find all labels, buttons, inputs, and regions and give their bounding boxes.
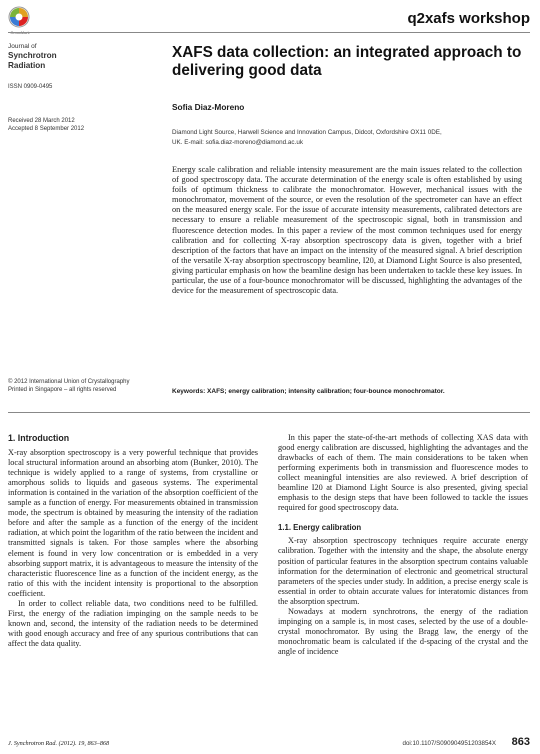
accepted-date: Accepted 8 September 2012 xyxy=(8,126,85,132)
journal-name-line-1: Synchrotron xyxy=(8,51,57,60)
header-rule xyxy=(8,32,530,33)
body-column-left xyxy=(8,433,258,649)
affiliation-line-1: Diamond Light Source, Harwell Science and Innovation Campus, Didcot, Oxfordshire OX11 0DE, xyxy=(172,129,442,136)
affiliation-line-2[interactable]: UK. E-mail: sofia.diaz-moreno@diamond.ac.uk xyxy=(172,138,303,146)
paragraph: X-ray absorption spectroscopy is a very powerful technique that provides local structural information around an absorbing atom (Bunker, 2010). The technique is widely applied to a range of systems, from crystalline or amorphous solids to liquids and gaseous systems. The experimental information is contained in the variation of the absorption coefficient of the sample as a function of energy. For measurements obtained in transmission mode, the spectrum is obtained by measuring the intensity of the radiation before and after the sample as a function of the energy of the incident radiation, at which point the logarithm of the ratio between the incident and transmitted signals is taken. For those samples where the absorbing element is found in very low concentration or is embedded in a very absorbing support matrix, it is advantageous to measure the intensity of the characteristic fluorescence line as a function of the incident energy, as the ratio of this with the incident intensity is proportional to the absorption coefficient. xyxy=(8,448,258,598)
paragraph: In order to collect reliable data, two conditions need to be fulfilled. First, the energy of the radiation impinging on the sample needs to be known and, second, the intensity of the radiation needs to be determined with good enough accuracy and free of any spurious contributions that can affect the data quality. xyxy=(8,598,258,648)
journal-label: Journal of xyxy=(8,43,37,50)
keywords xyxy=(172,387,532,396)
section-heading-introduction: 1. Introduction xyxy=(8,433,70,443)
abstract-rule xyxy=(8,412,530,413)
issn: ISSN 0909-0495 xyxy=(8,84,53,90)
crossmark-logo[interactable] xyxy=(8,6,30,30)
copyright-notice xyxy=(8,378,158,394)
footer-citation: J. Synchrotron Rad. (2012). 19, 863–868 xyxy=(8,740,110,747)
paragraph: X-ray absorption spectroscopy techniques require accurate energy calibration. Together with the intensity and the shape, the absolute energy position of particular features in the absorption spectrum contains valuable information for the determination of electronic and geometrical structural parameters of the species under study. In addition, a precise energy scale is essential in order to obtain accurate values for interatomic distances from the absorption spectrum. xyxy=(278,536,528,606)
page-number: 863 xyxy=(511,736,530,748)
keywords-list: XAFS; energy calibration; intensity calibration; four-bounce monochromator. xyxy=(207,388,445,395)
journal-name xyxy=(8,51,158,71)
body-column-right xyxy=(278,433,528,657)
crossmark-label: CrossMark xyxy=(10,30,30,35)
author-name: Sofia Diaz-Moreno xyxy=(172,102,245,112)
journal-name-line-2: Radiation xyxy=(8,61,46,70)
author-affiliation xyxy=(172,128,532,147)
abstract: Energy scale calibration and reliable intensity measurement are the main issues related to the collection of good spectroscopy data. The accurate determination of the energy scale is often established by using foils of optimum thickness to calibrate the monochromator. However, mechanical issues with the monochromator, movement of the source, or even the resolution of the spectrometer can have an effect on the measured energy scale. For the issue of accurate intensity measurements, calibrated detectors are necessary to ensure a reliable measurement of the spectroscopic signal, both in transmission and fluorescence detection modes. In this paper a review of the most common techniques used for energy calibration and for collecting X-ray absorption spectroscopy data is given, together with a brief description of the factors that have an impact on the intensity of the measured signal. A brief description of the versatile X-ray absorption spectroscopy beamline, I20, at Diamond Light Source is also presented, giving particular emphasis on how the beamline design has been undertaken to tackle these key issues. In particular, the use of a four-bounce monochromator will be discussed, highlighting the advantages of the device for the measurement of spectroscopic data. xyxy=(172,165,522,296)
received-date: Received 28 March 2012 xyxy=(8,118,75,124)
subsection-heading-energy-calibration: 1.1. Energy calibration xyxy=(278,523,362,533)
paragraph: Nowadays at modern synchrotrons, the energy of the radiation impinging on a sample is, in most cases, selected by the use of a double-crystal monochromator. By using the Bragg law, the energy of the monochromatic beam is calculated if the d-spacing of the crystal and the angle of incidence xyxy=(278,606,528,656)
article-title: XAFS data collection: an integrated approach to delivering good data xyxy=(172,44,522,79)
keywords-label: Keywords: xyxy=(172,388,206,395)
copyright-line-1: © 2012 International Union of Crystallography xyxy=(8,379,130,385)
footer-doi[interactable]: doi:10.1107/S090904951203854X xyxy=(402,740,496,747)
section-title: q2xafs workshop xyxy=(407,10,530,27)
paragraph: In this paper the state-of-the-art methods of collecting XAS data with good energy calibration are discussed, highlighting the advantages and the drawbacks of each of them. The main considerations to be taken when performing experiments both in transmission and fluorescence modes to collect meaningful intensities are also reviewed. A brief description of beamline I20 at Diamond Light Source is also presented, giving special emphasis to the design steps that have been followed to tackle the issues required for good spectroscopy data. xyxy=(278,433,528,513)
copyright-line-2: Printed in Singapore – all rights reserved xyxy=(8,387,117,393)
